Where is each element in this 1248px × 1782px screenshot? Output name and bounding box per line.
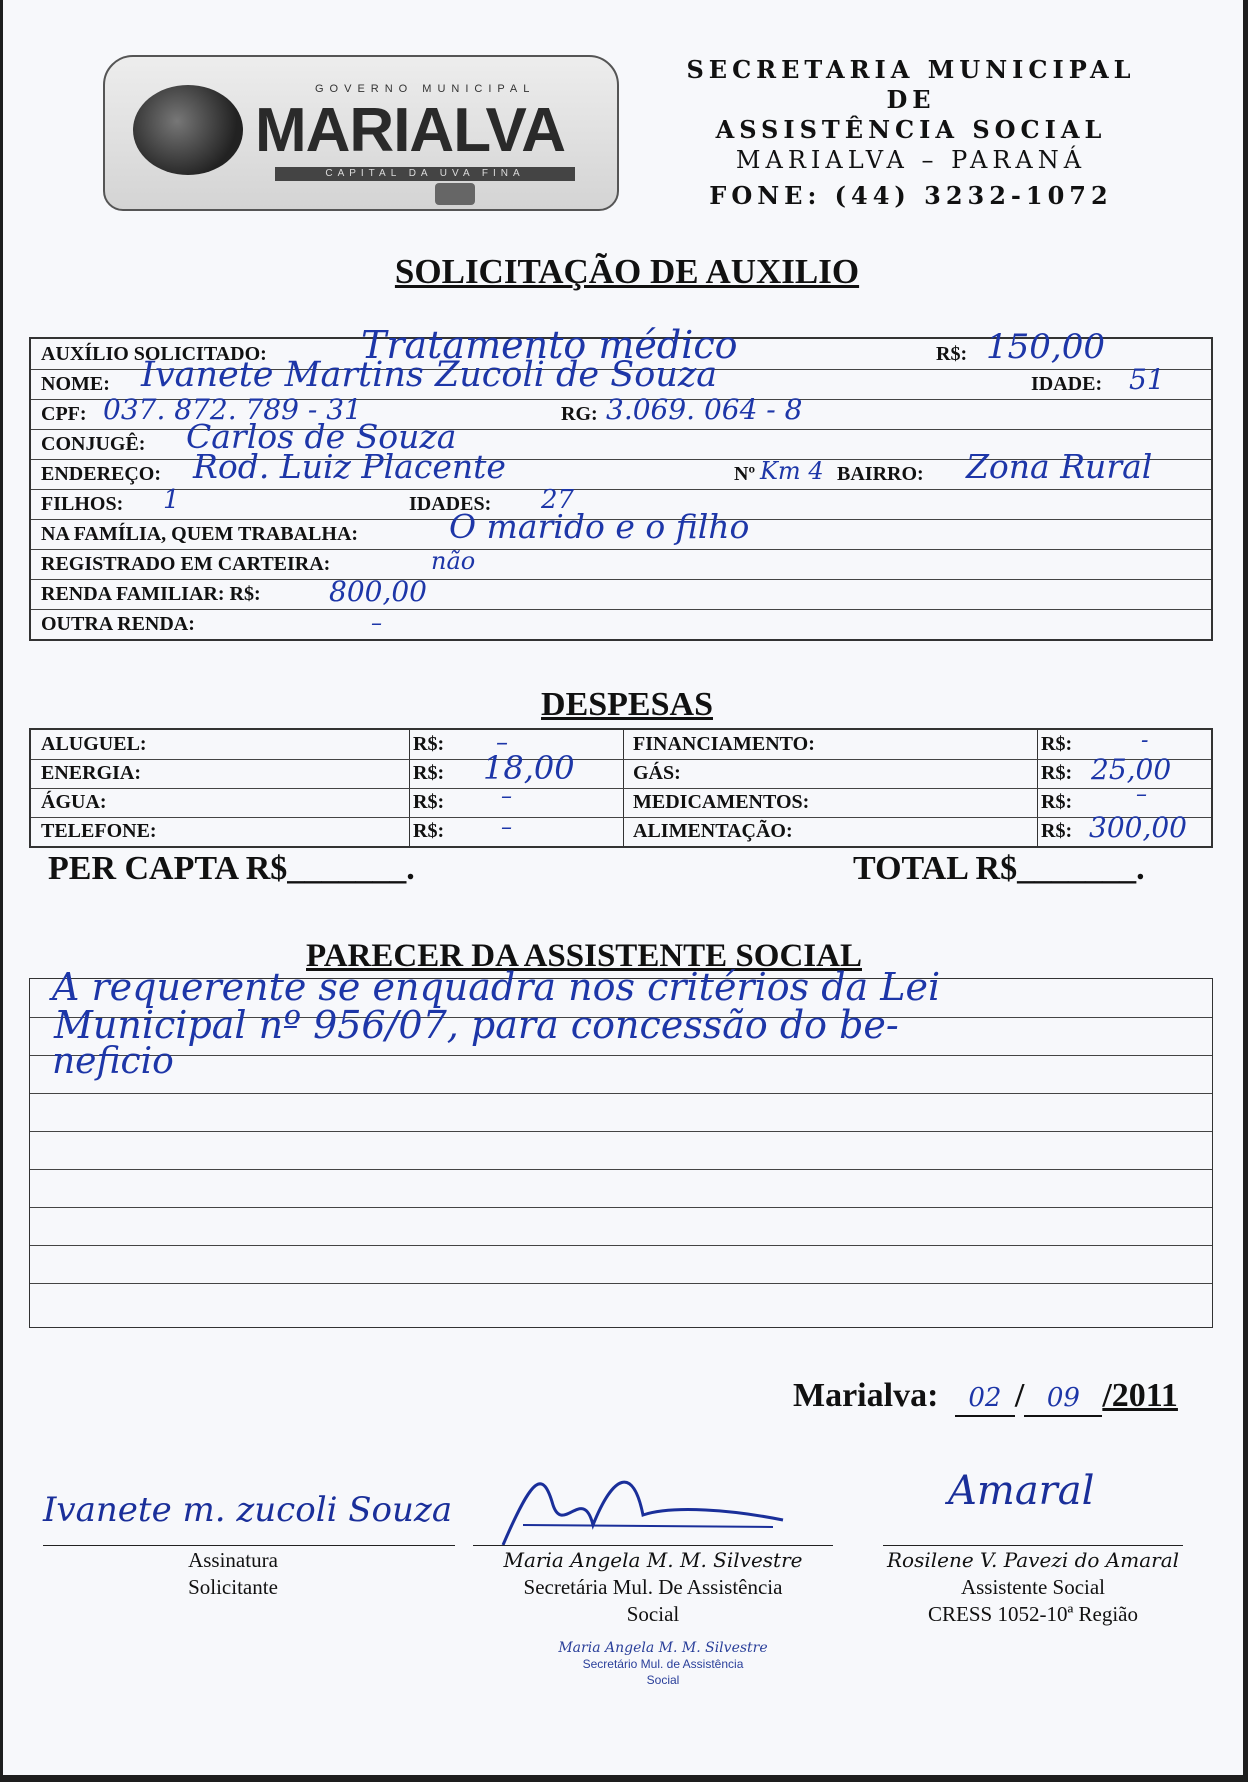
stamp-line3: Social [646, 1673, 680, 1687]
despesa-label: MEDICAMENTOS: [633, 791, 810, 813]
despesa-value: – [501, 815, 512, 840]
marialva-logo [103, 55, 619, 211]
document-title: SOLICITAÇÃO DE AUXILIO [394, 252, 860, 291]
trabalha-value: O marido e o filho [449, 507, 750, 546]
organization-header [631, 55, 1191, 211]
logo-name: MARIALVA [255, 96, 565, 165]
row-trabalha [31, 507, 1211, 550]
signature-caption-line2: Assistente Social [960, 1575, 1106, 1599]
parecer-line2: Municipal nº 956/07, para concessão do be- [54, 1003, 899, 1047]
numero-label: Nº [734, 463, 756, 485]
parecer-line3: neficio [52, 1041, 174, 1082]
despesa-value: - [1141, 728, 1149, 753]
date-month-value: 09 [1046, 1383, 1080, 1413]
parecer-box [29, 965, 1213, 1328]
applicant-signature: Ivanete m. zucoli Souza [43, 1490, 453, 1530]
stamp-line1: Maria Angela M. M. Silvestre [558, 1640, 768, 1656]
despesa-value: 300,00 [1089, 811, 1187, 844]
stamp-line2: Secretário Mul. de Assistência [582, 1657, 744, 1671]
despesa-value: 25,00 [1091, 753, 1172, 786]
signature-caption-line3: CRESS 1052-10ª Região [928, 1602, 1138, 1626]
outra-renda-value: – [371, 611, 382, 636]
signature-caption-line2: Secretária Mul. De Assistência [523, 1575, 783, 1599]
idade-value: 51 [1129, 363, 1165, 396]
bairro-label: BAIRRO: [837, 463, 924, 485]
signature-caption-line3: Social [626, 1602, 680, 1626]
org-line3: ASSISTÊNCIA SOCIAL [715, 115, 1107, 144]
org-line4: MARIALVA – PARANÁ [735, 146, 1087, 174]
signature-caption-line2: Solicitante [188, 1575, 278, 1599]
rs-label: R$: [936, 343, 968, 365]
auxilio-value: Tratamento médico [361, 323, 738, 367]
signature-line [43, 1545, 455, 1546]
rg-label: RG: [561, 403, 598, 425]
rs-label: R$: [1041, 820, 1073, 842]
conjuge-label: CONJUGÊ: [41, 433, 146, 455]
outra-renda-label: OUTRA RENDA: [41, 613, 195, 635]
despesa-row [31, 782, 1211, 818]
carteira-value: não [431, 547, 476, 575]
rs-label: R$: [413, 762, 445, 784]
crest-icon [435, 183, 475, 205]
logo-gov-text: GOVERNO MUNICIPAL [315, 83, 536, 95]
idade-label: IDADE: [1031, 373, 1103, 395]
social-worker-signature-caption [863, 1547, 1203, 1628]
date-label: Marialva: [793, 1377, 939, 1414]
despesa-label: ENERGIA: [41, 762, 142, 784]
rs-label: R$: [413, 791, 445, 813]
despesa-value: – [1136, 782, 1147, 807]
date-month [1024, 1377, 1102, 1417]
date-line: Marialva: 02 / 09 /2011 [793, 1377, 1178, 1417]
endereco-label: ENDEREÇO: [41, 463, 162, 485]
signature-line [883, 1545, 1183, 1546]
despesa-value: – [496, 728, 508, 756]
despesas-title: DESPESAS [541, 686, 713, 723]
parecer-title: PARECER DA ASSISTENTE SOCIAL [306, 938, 862, 974]
carteira-label: REGISTRADO EM CARTEIRA: [41, 553, 331, 575]
cpf-value: 037. 872. 789 - 31 [103, 393, 362, 426]
despesa-row [31, 811, 1211, 846]
signature-caption-line1: Assinatura [188, 1548, 278, 1572]
org-line2: DE [886, 85, 936, 114]
date-day-value: 02 [968, 1383, 1002, 1413]
despesa-value: – [501, 784, 512, 809]
despesa-label: TELEFONE: [41, 820, 157, 842]
renda-label: RENDA FAMILIAR: R$: [41, 583, 261, 605]
rs-label: R$: [1041, 791, 1073, 813]
despesa-value: 18,00 [483, 749, 575, 787]
rs-label: R$: [1041, 733, 1073, 755]
rs-label: R$: [1041, 762, 1073, 784]
trabalha-label: NA FAMÍLIA, QUEM TRABALHA: [41, 523, 359, 545]
row-outra-renda [31, 609, 1211, 639]
signature-caption-line1: Rosilene V. Pavezi do Amaral [886, 1548, 1180, 1572]
despesa-row [31, 749, 1211, 789]
auxilio-label: AUXÍLIO SOLICITADO: [41, 343, 267, 365]
row-renda [31, 575, 1211, 610]
despesa-label: FINANCIAMENTO: [633, 733, 815, 755]
nome-value: Ivanete Martins Zucoli de Souza [141, 355, 718, 395]
signature-caption-line1: Maria Angela M. M. Silvestre [503, 1548, 803, 1572]
filhos-label: FILHOS: [41, 493, 124, 515]
signature-line [473, 1545, 833, 1546]
applicant-form [29, 323, 1213, 641]
renda-value: 800,00 [329, 575, 427, 608]
date-day [955, 1377, 1015, 1417]
despesa-label: ALUGUEL: [41, 733, 147, 755]
secretary-stamp [543, 1640, 783, 1688]
conjuge-value: Carlos de Souza [186, 417, 457, 456]
cpf-label: CPF: [41, 403, 87, 425]
grapes-icon [133, 85, 243, 175]
nome-label: NOME: [41, 373, 110, 395]
secretary-signature-caption [473, 1547, 833, 1628]
idades-label: IDADES: [409, 493, 492, 515]
row-carteira [31, 549, 1211, 580]
social-worker-signature: Amaral [948, 1468, 1095, 1514]
date-year: /2011 [1102, 1377, 1178, 1414]
rs-label: R$: [413, 820, 445, 842]
per-capta: PER CAPTA R$_______. [48, 850, 415, 887]
numero-value: Km 4 [760, 457, 824, 485]
despesa-label: ÁGUA: [41, 791, 107, 813]
idades-value: 27 [541, 485, 575, 515]
parecer-line1: A requerente se enquadra nos critérios da Lei [52, 965, 941, 1009]
bairro-value: Zona Rural [966, 447, 1153, 486]
rs-label: R$: [413, 733, 445, 755]
filhos-value: 1 [163, 485, 180, 515]
despesa-label: GÁS: [633, 762, 681, 784]
logo-slogan: CAPITAL DA UVA FINA [275, 167, 575, 181]
rg-value: 3.069. 064 - 8 [606, 393, 803, 426]
despesas-table [29, 728, 1213, 848]
org-phone: FONE: (44) 3232-1072 [709, 181, 1113, 210]
document-page [3, 0, 1243, 1775]
despesa-row [31, 730, 1211, 760]
despesa-label: ALIMENTAÇÃO: [633, 820, 793, 842]
rs-value: 150,00 [986, 327, 1105, 367]
applicant-signature-caption [123, 1547, 343, 1601]
endereco-value: Rod. Luiz Placente [193, 447, 506, 486]
total: TOTAL R$_______. [853, 850, 1145, 887]
org-line1: SECRETARIA MUNICIPAL [686, 55, 1136, 84]
row-endereco [31, 447, 1211, 490]
secretary-signature [473, 1465, 803, 1555]
